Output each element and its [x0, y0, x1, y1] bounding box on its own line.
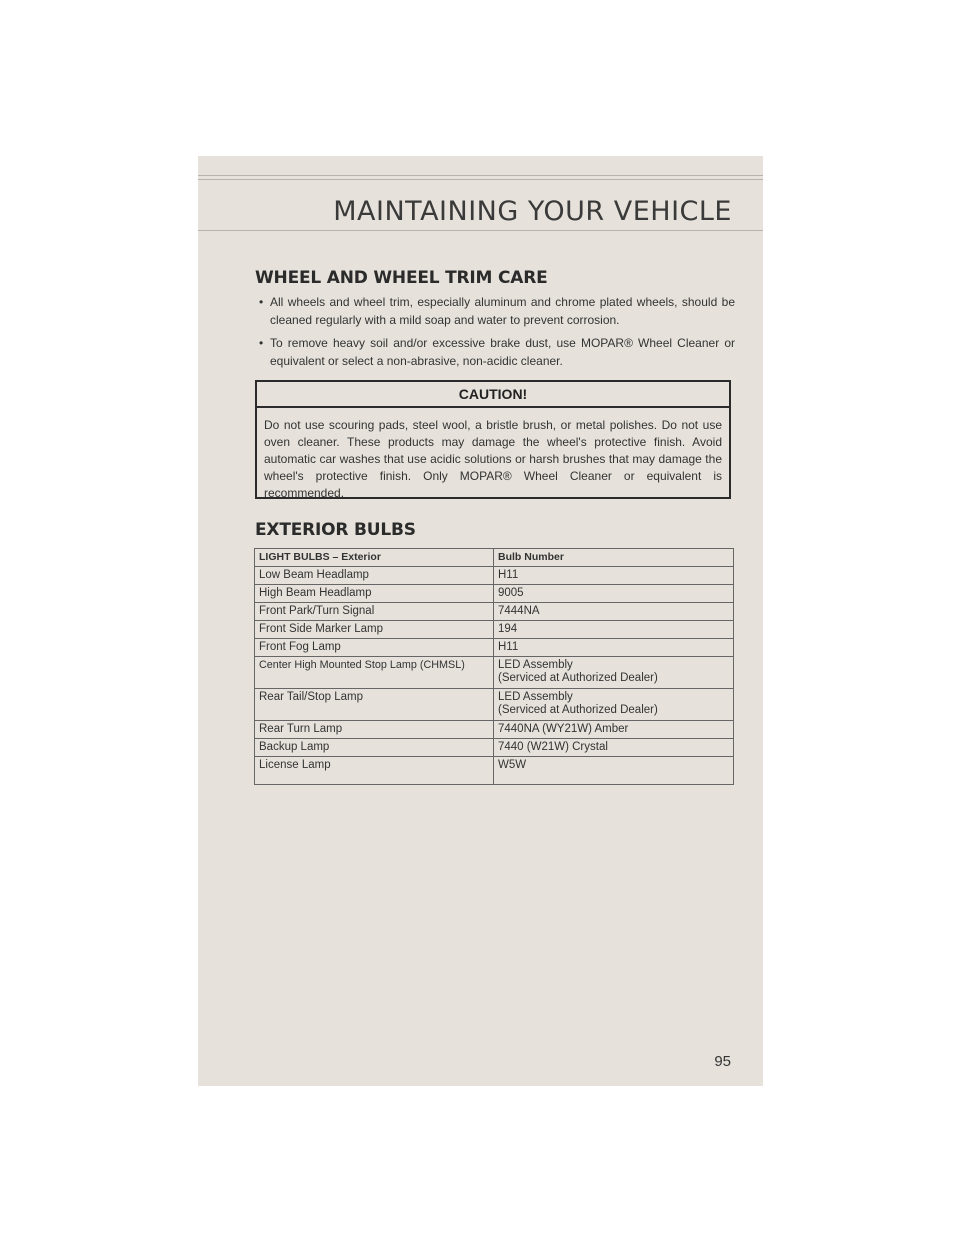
top-rule: [198, 175, 763, 176]
light-cell: Rear Tail/Stop Lamp: [255, 689, 494, 721]
table-row: [255, 739, 734, 757]
top-rule-secondary: [198, 179, 763, 180]
bulb-cell: [494, 657, 734, 689]
manual-page: [198, 156, 763, 1086]
bulb-cell: 194: [494, 621, 734, 639]
bulb-line: LED Assembly: [498, 691, 573, 703]
light-cell: Front Side Marker Lamp: [255, 621, 494, 639]
light-cell: Low Beam Headlamp: [255, 567, 494, 585]
bulb-cell: W5W: [494, 757, 734, 785]
light-cell: License Lamp: [255, 757, 494, 785]
bulb-cell: 9005: [494, 585, 734, 603]
table-row: [255, 585, 734, 603]
table-row: [255, 757, 734, 785]
light-cell: Front Fog Lamp: [255, 639, 494, 657]
table-row: [255, 639, 734, 657]
table-row: [255, 657, 734, 689]
table-row: [255, 689, 734, 721]
bulb-table: [254, 548, 734, 785]
caution-box: [255, 380, 731, 499]
bulb-line: LED Assembly: [498, 659, 573, 671]
page-number: 95: [714, 1053, 731, 1070]
light-cell: Backup Lamp: [255, 739, 494, 757]
caution-text: Do not use scouring pads, steel wool, a bristle brush, or metal polishes. Do not use oven cleaner. These products may damage the wheel's protective finish. Avoid automatic car washes that use acidic solutions or harsh brushes that may damage the wheel's protective finish. Only MOPAR® Wheel Cleaner or equivalent is recommended.: [264, 418, 722, 500]
table-row: [255, 567, 734, 585]
bulb-cell: 7440NA (WY21W) Amber: [494, 721, 734, 739]
table-row: [255, 621, 734, 639]
light-cell: Front Park/Turn Signal: [255, 603, 494, 621]
table-row: [255, 721, 734, 739]
list-item: • To remove heavy soil and/or excessive brake dust, use MOPAR® Wheel Cleaner or equivalent or select a non-abrasive, non-acidic cleaner.: [255, 334, 735, 370]
section-title: MAINTAINING YOUR VEHICLE: [333, 196, 732, 227]
light-cell: Rear Turn Lamp: [255, 721, 494, 739]
exterior-bulbs-heading: EXTERIOR BULBS: [255, 520, 416, 540]
wheel-care-list: [255, 293, 735, 375]
bulb-cell: [494, 689, 734, 721]
bulb-note: (Serviced at Authorized Dealer): [498, 704, 658, 716]
header-rule: [198, 230, 763, 231]
bulb-cell: H11: [494, 567, 734, 585]
table-row: [255, 603, 734, 621]
column-header-light: LIGHT BULBS – Exterior: [255, 549, 494, 567]
light-cell: High Beam Headlamp: [255, 585, 494, 603]
bulb-cell: 7444NA: [494, 603, 734, 621]
light-cell: Center High Mounted Stop Lamp (CHMSL): [255, 657, 494, 689]
bulb-note: (Serviced at Authorized Dealer): [498, 672, 658, 684]
bulb-cell: 7440 (W21W) Crystal: [494, 739, 734, 757]
column-header-bulb: Bulb Number: [494, 549, 734, 567]
caution-title: CAUTION!: [257, 382, 729, 408]
bulb-cell: H11: [494, 639, 734, 657]
wheel-care-heading: WHEEL AND WHEEL TRIM CARE: [255, 268, 548, 288]
list-item: • All wheels and wheel trim, especially aluminum and chrome plated wheels, should be cleaned regularly with a mild soap and water to prevent corrosion.: [255, 293, 735, 329]
